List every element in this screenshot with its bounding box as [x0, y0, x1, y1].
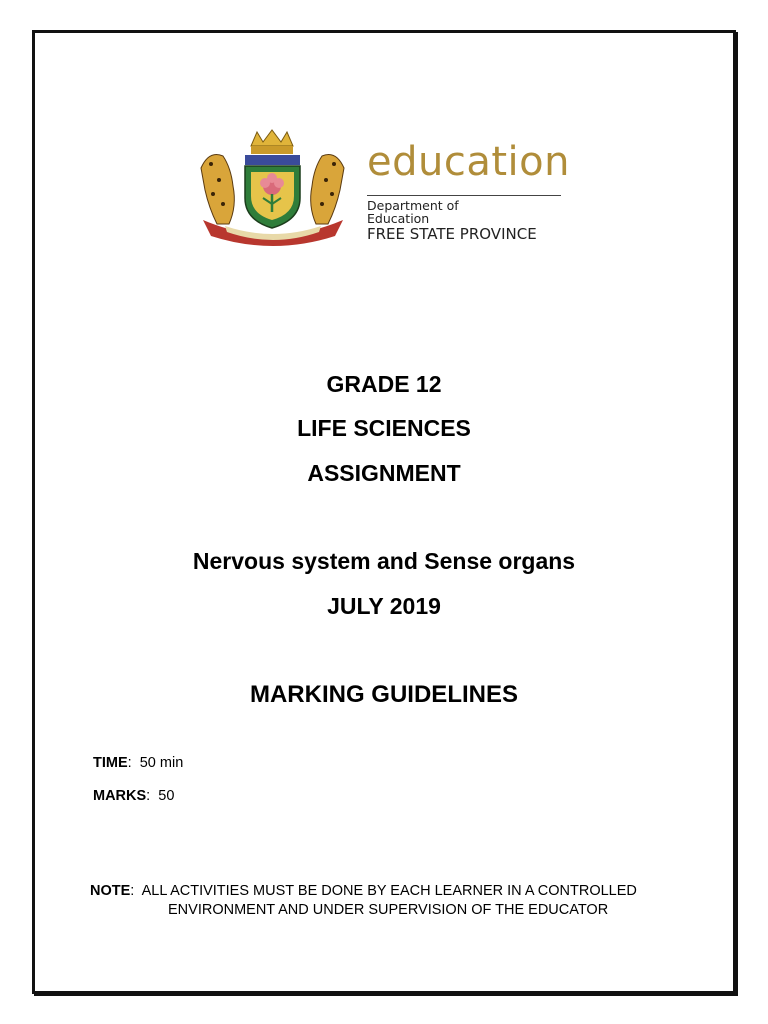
- grade-heading: GRADE 12: [326, 371, 442, 397]
- assessment-type-heading: ASSIGNMENT: [307, 460, 461, 486]
- time-row: TIME: 50 min: [93, 755, 184, 771]
- topic-heading: Nervous system and Sense organs: [192, 548, 576, 574]
- note-line-1: NOTE: ALL ACTIVITIES MUST BE DONE BY EACH LEARNER IN A CONTROLLED: [90, 883, 637, 899]
- department-logo: [195, 128, 570, 253]
- logo-divider: [367, 195, 561, 196]
- note-text-1: ALL ACTIVITIES MUST BE DONE BY EACH LEARNER IN A CONTROLLED: [141, 883, 637, 899]
- note-text-2: ENVIRONMENT AND UNDER SUPERVISION OF THE EDUCATOR: [168, 902, 609, 918]
- department-line-1: Department of: [367, 198, 459, 213]
- education-wordmark: education: [367, 139, 570, 185]
- department-line-2: Education: [367, 211, 430, 226]
- note-label: NOTE: [90, 883, 131, 899]
- marks-row: MARKS: 50: [93, 788, 175, 804]
- date-heading: JULY 2019: [327, 593, 441, 619]
- marks-value: 50: [158, 788, 175, 804]
- document-heading: MARKING GUIDELINES: [249, 681, 518, 708]
- marks-label: MARKS: [93, 788, 147, 804]
- time-value: 50 min: [139, 755, 184, 771]
- coat-of-arms-icon: [195, 128, 350, 250]
- province-name: FREE STATE PROVINCE: [367, 225, 537, 243]
- time-label: TIME: [93, 755, 128, 771]
- subject-heading: LIFE SCIENCES: [297, 415, 471, 441]
